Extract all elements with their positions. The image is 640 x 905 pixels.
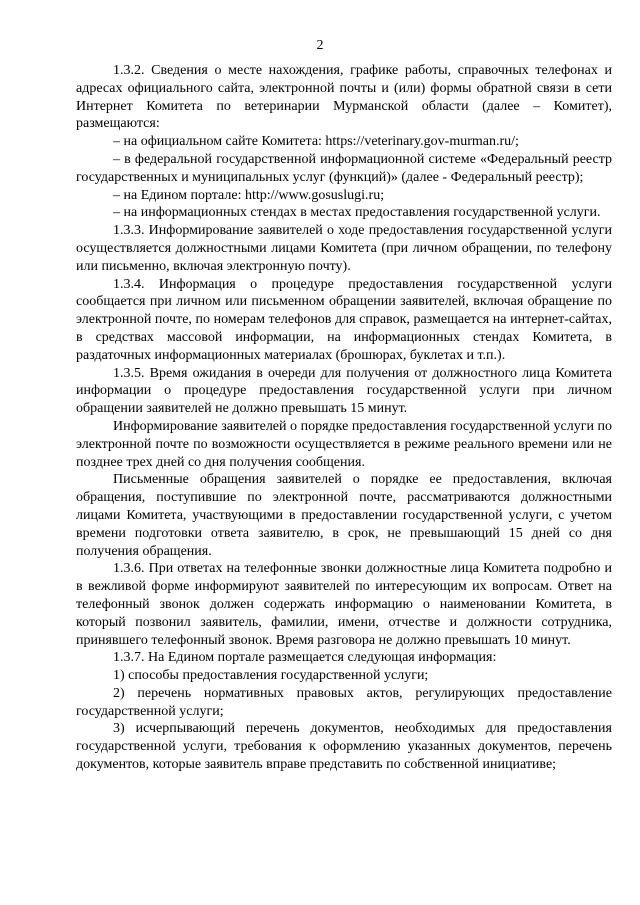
paragraph-1-3-2: 1.3.2. Сведения о месте нахождения, графике работы, справочных телефонах и адресах официального сайта, электронной почты и (или) формы обратной связи в сети Интернет Комитета по ветеринарии Мурманской области (далее – Комитет), размещаются: bbox=[76, 63, 612, 132]
page-number: 2 bbox=[316, 38, 324, 53]
paragraph-email-informing: Информирование заявителей о порядке предоставления государственной услуги по электронной почте по возможности осуществляется в режиме реального времени или не позднее трех дней со дня получения сообщения. bbox=[76, 418, 612, 470]
list-item-unified-portal: – на Едином портале: http://www.gosuslugi.ru; bbox=[113, 187, 385, 203]
list-item-federal-registry: – в федеральной государственной информационной системе «Федеральный реестр государственных и муниципальных услуг (функций)» (далее - Федеральный реестр); bbox=[76, 151, 612, 185]
list-item-3: 3) исчерпывающий перечень документов, необходимых для предоставления государственной услуги, требования к оформлению указанных документов, перечень документов, которые заявитель вправе представить по собственной инициативе; bbox=[76, 721, 612, 773]
paragraph-1-3-5: 1.3.5. Время ожидания в очереди для получения от должностного лица Комитета информации о процедуре предоставления государственной услуги при личном обращении заявителей не должно превышать 15 минут. bbox=[76, 365, 612, 417]
paragraph-written-requests: Письменные обращения заявителей о порядке ее предоставления, включая обращения, поступившие по электронной почте, рассматриваются должностными лицами Комитета, участвующими в предоставлении государственной услуги, с учетом времени подготовки ответа заявителю, в срок, не превышающий 15 дней со дня получения обращения. bbox=[76, 472, 612, 559]
paragraph-1-3-3: 1.3.3. Информирование заявителей о ходе предоставления государственной услуги осуществляется должностными лицами Комитета (при личном обращении, по телефону или письменно, включая электронную почту). bbox=[76, 223, 612, 274]
list-item-2: 2) перечень нормативных правовых актов, регулирующих предоставление государственной услуги; bbox=[76, 685, 612, 719]
list-item-1: 1) способы предоставления государственной услуги; bbox=[113, 668, 429, 684]
paragraph-1-3-7: 1.3.7. На Едином портале размещается следующая информация: bbox=[113, 650, 497, 666]
list-item-official-site: – на официальном сайте Комитета: https://veterinary.gov-murman.ru/; bbox=[113, 134, 519, 150]
document-body bbox=[76, 62, 612, 774]
paragraph-1-3-4: 1.3.4. Информация о процедуре предоставления государственной услуги сообщается при личном или письменном обращении заявителей, включая обращение по электронной почте, по номерам телефонов для справок, размещается на интернет-сайтах, в средствах массовой информации, на информационных стендах Комитета, в раздаточных информационных материалах (брошюрах, буклетах и т.п.). bbox=[76, 276, 612, 363]
paragraph-1-3-6: 1.3.6. При ответах на телефонные звонки должностные лица Комитета подробно и в вежливой форме информируют заявителей по интересующим их вопросам. Ответ на телефонный звонок должен содержать информацию о наименовании Комитета, в который позвонил заявитель, фамилии, имени, отчестве и должности сотрудника, принявшего телефонный звонок. Время разговора не должно превышать 10 минут. bbox=[76, 561, 612, 648]
list-item-info-stands: – на информационных стендах в местах предоставления государственной услуги. bbox=[113, 205, 601, 221]
